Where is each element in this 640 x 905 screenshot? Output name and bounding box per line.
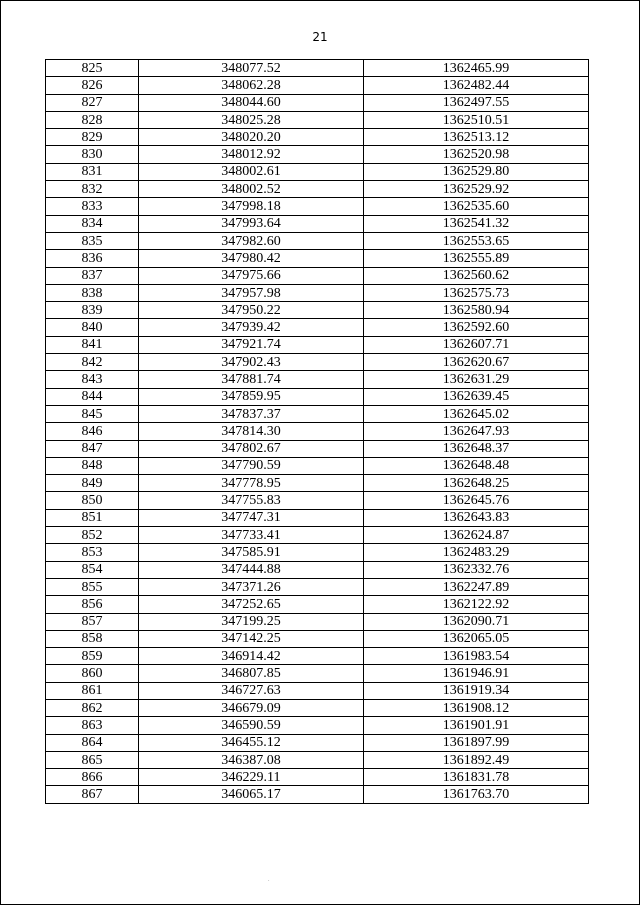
point-number-cell: 836 — [46, 250, 139, 267]
y-coordinate-cell: 1362065.05 — [364, 630, 589, 647]
x-coordinate-cell: 348002.52 — [139, 181, 364, 198]
x-coordinate-cell: 348044.60 — [139, 94, 364, 111]
coordinates-table-body — [46, 60, 589, 804]
point-number-cell: 835 — [46, 232, 139, 249]
table-row — [46, 457, 589, 474]
x-coordinate-cell: 347733.41 — [139, 527, 364, 544]
point-number-cell: 844 — [46, 388, 139, 405]
y-coordinate-cell: 1362553.65 — [364, 232, 589, 249]
y-coordinate-cell: 1361901.91 — [364, 717, 589, 734]
x-coordinate-cell: 348062.28 — [139, 77, 364, 94]
table-row — [46, 163, 589, 180]
y-coordinate-cell: 1362645.76 — [364, 492, 589, 509]
x-coordinate-cell: 347859.95 — [139, 388, 364, 405]
point-number-cell: 841 — [46, 336, 139, 353]
point-number-cell: 845 — [46, 405, 139, 422]
point-number-cell: 847 — [46, 440, 139, 457]
table-row — [46, 336, 589, 353]
x-coordinate-cell: 346229.11 — [139, 769, 364, 786]
x-coordinate-cell: 347814.30 — [139, 423, 364, 440]
y-coordinate-cell: 1362332.76 — [364, 561, 589, 578]
y-coordinate-cell: 1362247.89 — [364, 578, 589, 595]
table-row — [46, 596, 589, 613]
x-coordinate-cell: 348002.61 — [139, 163, 364, 180]
x-coordinate-cell: 346455.12 — [139, 734, 364, 751]
x-coordinate-cell: 348012.92 — [139, 146, 364, 163]
x-coordinate-cell: 347881.74 — [139, 371, 364, 388]
table-row — [46, 319, 589, 336]
point-number-cell: 838 — [46, 284, 139, 301]
page-number: 21 — [312, 30, 328, 44]
x-coordinate-cell: 347980.42 — [139, 250, 364, 267]
y-coordinate-cell: 1362624.87 — [364, 527, 589, 544]
y-coordinate-cell: 1362620.67 — [364, 354, 589, 371]
table-row — [46, 786, 589, 803]
point-number-cell: 827 — [46, 94, 139, 111]
x-coordinate-cell: 347837.37 — [139, 405, 364, 422]
point-number-cell: 852 — [46, 527, 139, 544]
x-coordinate-cell: 347993.64 — [139, 215, 364, 232]
table-row — [46, 94, 589, 111]
x-coordinate-cell: 347921.74 — [139, 336, 364, 353]
y-coordinate-cell: 1362648.37 — [364, 440, 589, 457]
x-coordinate-cell: 348077.52 — [139, 60, 364, 77]
table-row — [46, 440, 589, 457]
table-row — [46, 717, 589, 734]
point-number-cell: 854 — [46, 561, 139, 578]
point-number-cell: 857 — [46, 613, 139, 630]
table-row — [46, 509, 589, 526]
point-number-cell: 859 — [46, 648, 139, 665]
x-coordinate-cell: 346727.63 — [139, 682, 364, 699]
x-coordinate-cell: 347142.25 — [139, 630, 364, 647]
table-row — [46, 423, 589, 440]
point-number-cell: 864 — [46, 734, 139, 751]
x-coordinate-cell: 347755.83 — [139, 492, 364, 509]
table-row — [46, 284, 589, 301]
y-coordinate-cell: 1362529.92 — [364, 181, 589, 198]
table-row — [46, 181, 589, 198]
x-coordinate-cell: 346807.85 — [139, 665, 364, 682]
x-coordinate-cell: 348025.28 — [139, 111, 364, 128]
point-number-cell: 858 — [46, 630, 139, 647]
y-coordinate-cell: 1361908.12 — [364, 699, 589, 716]
x-coordinate-cell: 347939.42 — [139, 319, 364, 336]
x-coordinate-cell: 347585.91 — [139, 544, 364, 561]
table-row — [46, 302, 589, 319]
y-coordinate-cell: 1362639.45 — [364, 388, 589, 405]
point-number-cell: 867 — [46, 786, 139, 803]
table-row — [46, 405, 589, 422]
point-number-cell: 842 — [46, 354, 139, 371]
table-row — [46, 215, 589, 232]
y-coordinate-cell: 1362513.12 — [364, 129, 589, 146]
table-row — [46, 232, 589, 249]
point-number-cell: 843 — [46, 371, 139, 388]
table-row — [46, 146, 589, 163]
table-row — [46, 111, 589, 128]
point-number-cell: 829 — [46, 129, 139, 146]
y-coordinate-cell: 1362482.44 — [364, 77, 589, 94]
y-coordinate-cell: 1362648.25 — [364, 475, 589, 492]
y-coordinate-cell: 1362555.89 — [364, 250, 589, 267]
x-coordinate-cell: 347199.25 — [139, 613, 364, 630]
table-row — [46, 578, 589, 595]
x-coordinate-cell: 347957.98 — [139, 284, 364, 301]
point-number-cell: 855 — [46, 578, 139, 595]
table-row — [46, 388, 589, 405]
x-coordinate-cell: 346065.17 — [139, 786, 364, 803]
point-number-cell: 861 — [46, 682, 139, 699]
x-coordinate-cell: 346914.42 — [139, 648, 364, 665]
point-number-cell: 862 — [46, 699, 139, 716]
table-row — [46, 198, 589, 215]
x-coordinate-cell: 346387.08 — [139, 751, 364, 768]
y-coordinate-cell: 1362560.62 — [364, 267, 589, 284]
point-number-cell: 830 — [46, 146, 139, 163]
table-row — [46, 354, 589, 371]
x-coordinate-cell: 347371.26 — [139, 578, 364, 595]
x-coordinate-cell: 347790.59 — [139, 457, 364, 474]
y-coordinate-cell: 1362535.60 — [364, 198, 589, 215]
point-number-cell: 825 — [46, 60, 139, 77]
y-coordinate-cell: 1362575.73 — [364, 284, 589, 301]
point-number-cell: 833 — [46, 198, 139, 215]
table-row — [46, 527, 589, 544]
x-coordinate-cell: 347950.22 — [139, 302, 364, 319]
y-coordinate-cell: 1362592.60 — [364, 319, 589, 336]
x-coordinate-cell: 348020.20 — [139, 129, 364, 146]
point-number-cell: 826 — [46, 77, 139, 94]
point-number-cell: 863 — [46, 717, 139, 734]
table-row — [46, 630, 589, 647]
table-row — [46, 544, 589, 561]
scan-mark: . — [268, 877, 270, 883]
point-number-cell: 866 — [46, 769, 139, 786]
x-coordinate-cell: 347802.67 — [139, 440, 364, 457]
y-coordinate-cell: 1362090.71 — [364, 613, 589, 630]
x-coordinate-cell: 347902.43 — [139, 354, 364, 371]
y-coordinate-cell: 1362529.80 — [364, 163, 589, 180]
table-row — [46, 77, 589, 94]
y-coordinate-cell: 1361983.54 — [364, 648, 589, 665]
point-number-cell: 856 — [46, 596, 139, 613]
x-coordinate-cell: 347778.95 — [139, 475, 364, 492]
point-number-cell: 850 — [46, 492, 139, 509]
y-coordinate-cell: 1362465.99 — [364, 60, 589, 77]
point-number-cell: 834 — [46, 215, 139, 232]
y-coordinate-cell: 1361892.49 — [364, 751, 589, 768]
y-coordinate-cell: 1362541.32 — [364, 215, 589, 232]
x-coordinate-cell: 347982.60 — [139, 232, 364, 249]
x-coordinate-cell: 347252.65 — [139, 596, 364, 613]
x-coordinate-cell: 347444.88 — [139, 561, 364, 578]
table-row — [46, 665, 589, 682]
x-coordinate-cell: 346679.09 — [139, 699, 364, 716]
table-row — [46, 648, 589, 665]
point-number-cell: 846 — [46, 423, 139, 440]
point-number-cell: 849 — [46, 475, 139, 492]
y-coordinate-cell: 1362648.48 — [364, 457, 589, 474]
y-coordinate-cell: 1362483.29 — [364, 544, 589, 561]
y-coordinate-cell: 1362607.71 — [364, 336, 589, 353]
y-coordinate-cell: 1362497.55 — [364, 94, 589, 111]
y-coordinate-cell: 1362645.02 — [364, 405, 589, 422]
table-row — [46, 129, 589, 146]
x-coordinate-cell: 347998.18 — [139, 198, 364, 215]
point-number-cell: 840 — [46, 319, 139, 336]
table-row — [46, 492, 589, 509]
y-coordinate-cell: 1361831.78 — [364, 769, 589, 786]
y-coordinate-cell: 1361763.70 — [364, 786, 589, 803]
point-number-cell: 832 — [46, 181, 139, 198]
point-number-cell: 831 — [46, 163, 139, 180]
table-row — [46, 734, 589, 751]
y-coordinate-cell: 1362510.51 — [364, 111, 589, 128]
y-coordinate-cell: 1362643.83 — [364, 509, 589, 526]
y-coordinate-cell: 1362647.93 — [364, 423, 589, 440]
table-row — [46, 699, 589, 716]
y-coordinate-cell: 1362631.29 — [364, 371, 589, 388]
table-row — [46, 60, 589, 77]
point-number-cell: 865 — [46, 751, 139, 768]
point-number-cell: 837 — [46, 267, 139, 284]
table-row — [46, 613, 589, 630]
point-number-cell: 851 — [46, 509, 139, 526]
point-number-cell: 848 — [46, 457, 139, 474]
table-row — [46, 475, 589, 492]
y-coordinate-cell: 1362520.98 — [364, 146, 589, 163]
point-number-cell: 828 — [46, 111, 139, 128]
y-coordinate-cell: 1361897.99 — [364, 734, 589, 751]
table-row — [46, 751, 589, 768]
y-coordinate-cell: 1362580.94 — [364, 302, 589, 319]
x-coordinate-cell: 347747.31 — [139, 509, 364, 526]
point-number-cell: 839 — [46, 302, 139, 319]
table-row — [46, 682, 589, 699]
point-number-cell: 860 — [46, 665, 139, 682]
table-row — [46, 561, 589, 578]
table-row — [46, 250, 589, 267]
table-row — [46, 267, 589, 284]
y-coordinate-cell: 1362122.92 — [364, 596, 589, 613]
point-number-cell: 853 — [46, 544, 139, 561]
y-coordinate-cell: 1361946.91 — [364, 665, 589, 682]
x-coordinate-cell: 346590.59 — [139, 717, 364, 734]
coordinates-table — [45, 59, 589, 804]
y-coordinate-cell: 1361919.34 — [364, 682, 589, 699]
table-row — [46, 371, 589, 388]
x-coordinate-cell: 347975.66 — [139, 267, 364, 284]
table-row — [46, 769, 589, 786]
